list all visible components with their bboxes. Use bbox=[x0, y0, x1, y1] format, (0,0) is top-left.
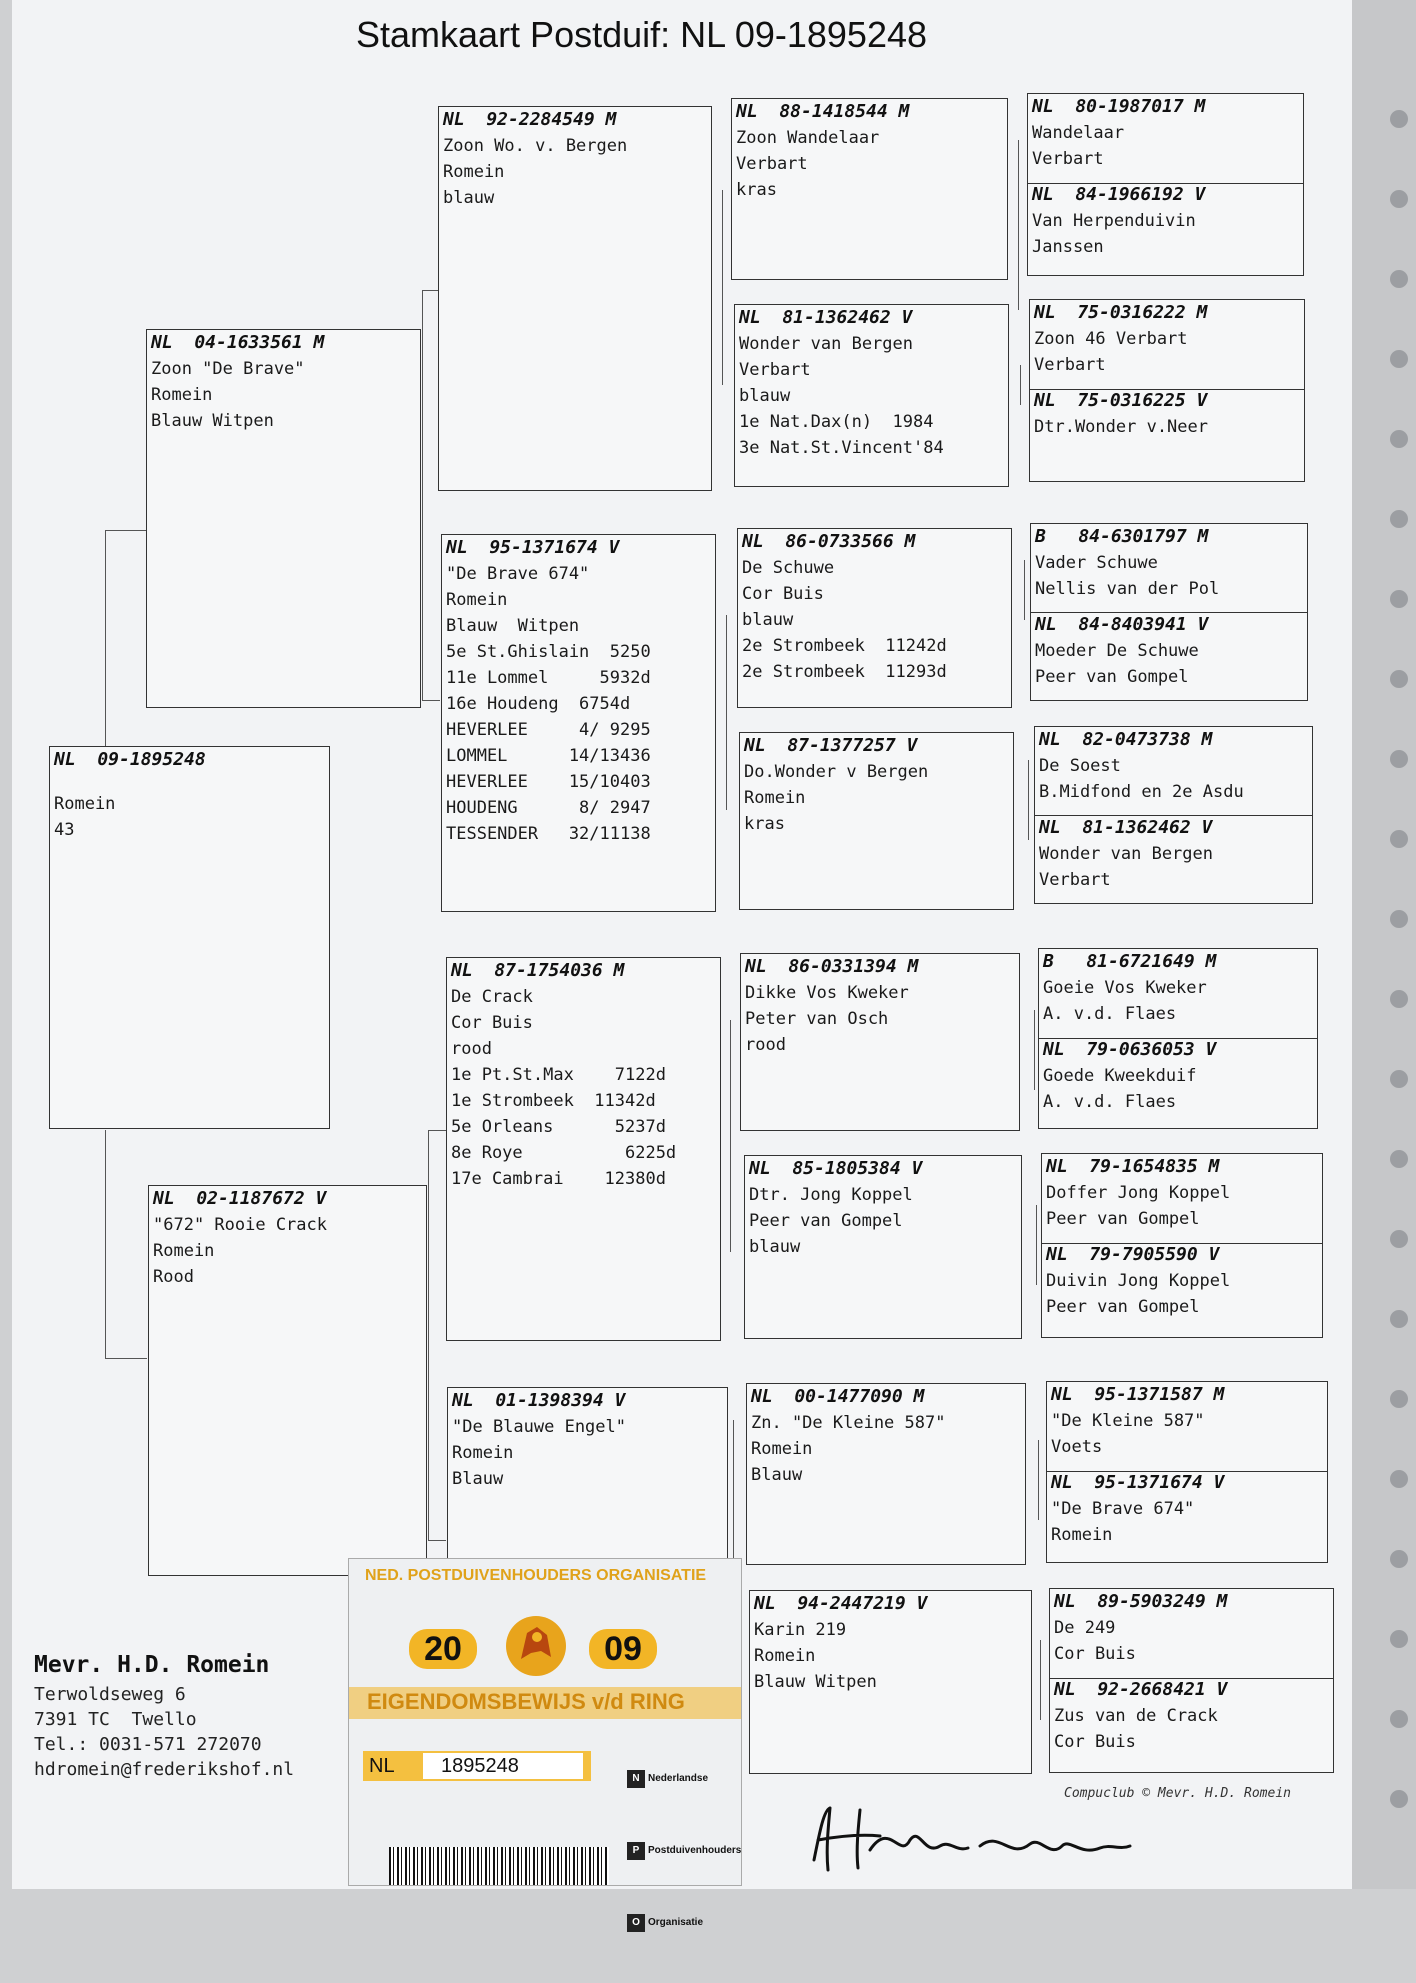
card-year-left: 20 bbox=[409, 1629, 477, 1669]
ring-number: NL 81-1362462 V bbox=[739, 307, 913, 328]
owner-phone: Tel.: 0031-571 272070 bbox=[34, 1734, 262, 1755]
card-title: EIGENDOMSBEWIJS v/d RING bbox=[367, 1689, 685, 1714]
pigeon-name: Wonder van Bergen bbox=[739, 334, 913, 354]
divider bbox=[1042, 1243, 1322, 1244]
owner-block bbox=[34, 1648, 294, 1782]
pigeon-card-gen4 bbox=[737, 528, 1012, 708]
binder-hole bbox=[1390, 350, 1408, 368]
binder-hole bbox=[1390, 910, 1408, 928]
ring-number: NL 79-1654835 M bbox=[1046, 1156, 1220, 1177]
pigeon-name: Zoon 46 Verbart bbox=[1034, 329, 1188, 349]
signature-icon bbox=[800, 1790, 1140, 1880]
pigeon-pair-card bbox=[1038, 948, 1318, 1129]
colour: blauw bbox=[742, 610, 794, 630]
copyright-note: Compuclub © Mevr. H.D. Romein bbox=[1064, 1786, 1291, 1801]
pigeon-name: "De Brave 674" bbox=[446, 564, 590, 584]
breeder: Voets bbox=[1051, 1437, 1103, 1457]
ring-country: NL bbox=[369, 1755, 395, 1777]
npo-line: Organisatie bbox=[648, 1917, 704, 1928]
breeder: Peer van Gompel bbox=[749, 1211, 903, 1231]
result-line: 5e St.Ghislain 5250 bbox=[446, 642, 651, 662]
barcode bbox=[389, 1847, 609, 1885]
binder-hole bbox=[1390, 1150, 1408, 1168]
binder-hole bbox=[1390, 590, 1408, 608]
connector bbox=[1040, 1640, 1041, 1720]
result-line: 8e Roye 6225d bbox=[451, 1143, 677, 1163]
breeder: Peer van Gompel bbox=[1046, 1209, 1200, 1229]
connector bbox=[422, 290, 423, 700]
divider bbox=[1047, 1471, 1327, 1472]
breeder: Peter van Osch bbox=[745, 1009, 889, 1029]
divider bbox=[1050, 1678, 1333, 1679]
owner-city: 7391 TC Twello bbox=[34, 1709, 197, 1730]
result-line: LOMMEL 14/13436 bbox=[446, 746, 651, 766]
binder-hole bbox=[1390, 1550, 1408, 1568]
result-line: 16e Houdeng 6754d bbox=[446, 694, 631, 714]
colour: Blauw Witpen bbox=[151, 411, 274, 431]
pigeon-card-gen4 bbox=[731, 98, 1008, 280]
npo-line: Nederlandse bbox=[648, 1773, 709, 1784]
colour: Blauw bbox=[751, 1465, 803, 1485]
pigeon-name: Goede Kweekduif bbox=[1043, 1066, 1197, 1086]
pigeon-card-gen3 bbox=[447, 1387, 728, 1562]
ring-number-value: 1895248 bbox=[423, 1753, 583, 1779]
ring-number-field bbox=[363, 1751, 591, 1781]
breeder: Verbart bbox=[739, 360, 811, 380]
ring-number: NL 02-1187672 V bbox=[153, 1188, 327, 1209]
connector bbox=[722, 190, 723, 385]
pigeon-name: Duivin Jong Koppel bbox=[1046, 1271, 1231, 1291]
pigeon-pair-card bbox=[1027, 93, 1304, 276]
pigeon-name: Zoon Wandelaar bbox=[736, 128, 880, 148]
breeder: Peer van Gompel bbox=[1035, 667, 1189, 687]
ring-number: NL 95-1371674 V bbox=[446, 537, 620, 558]
pigeon-name: Zoon "De Brave" bbox=[151, 359, 305, 379]
result-line: 2e Strombeek 11242d bbox=[742, 636, 947, 656]
ring-ownership-card bbox=[348, 1558, 742, 1928]
result-line: 5e Orleans 5237d bbox=[451, 1117, 666, 1137]
binder-hole bbox=[1390, 270, 1408, 288]
pigeon-name: Dikke Vos Kweker bbox=[745, 983, 909, 1003]
binder-hole bbox=[1390, 430, 1408, 448]
connector bbox=[428, 1540, 446, 1541]
binder-hole bbox=[1390, 110, 1408, 128]
ring-number: NL 87-1377257 V bbox=[744, 735, 918, 756]
ring-number: NL 75-0316225 V bbox=[1034, 390, 1208, 411]
pigeon-name: De 249 bbox=[1054, 1618, 1116, 1638]
pigeon-pair-card bbox=[1041, 1153, 1323, 1338]
ring-number: NL 80-1987017 M bbox=[1032, 96, 1206, 117]
breeder: Romein bbox=[446, 590, 508, 610]
breeder: Romein bbox=[744, 788, 806, 808]
connector bbox=[1036, 1205, 1037, 1285]
colour: kras bbox=[736, 180, 777, 200]
breeder: Romein bbox=[1051, 1525, 1113, 1545]
colour: Rood bbox=[153, 1267, 194, 1287]
ring-number: NL 79-7905590 V bbox=[1046, 1244, 1220, 1265]
pigeon-name: Karin 219 bbox=[754, 1620, 847, 1640]
ring-number: NL 01-1398394 V bbox=[452, 1390, 626, 1411]
ring-number: NL 88-1418544 M bbox=[736, 101, 910, 122]
result-line: 17e Cambrai 12380d bbox=[451, 1169, 666, 1189]
ring-number: NL 81-1362462 V bbox=[1039, 817, 1213, 838]
colour: blauw bbox=[739, 386, 791, 406]
pigeon-name: De Soest bbox=[1039, 756, 1121, 776]
ring-number: NL 87-1754036 M bbox=[451, 960, 625, 981]
breeder: Romein bbox=[452, 1443, 514, 1463]
connector bbox=[105, 1130, 106, 1358]
breeder: Romein bbox=[151, 385, 213, 405]
pigeon-name: Zn. "De Kleine 587" bbox=[751, 1413, 946, 1433]
binder-hole bbox=[1390, 830, 1408, 848]
npo-line: Postduivenhouders bbox=[648, 1845, 742, 1856]
connector bbox=[1034, 1010, 1035, 1090]
result-line: 11e Lommel 5932d bbox=[446, 668, 651, 688]
pigeon-name: Doffer Jong Koppel bbox=[1046, 1183, 1231, 1203]
binder-hole bbox=[1390, 1790, 1408, 1808]
npo-letter: P bbox=[627, 1842, 645, 1860]
pigeon-card-gen3 bbox=[441, 534, 716, 912]
result-line: 1e Pt.St.Max 7122d bbox=[451, 1065, 666, 1085]
breeder: Verbart bbox=[736, 154, 808, 174]
binder-hole bbox=[1390, 1070, 1408, 1088]
breeder: A. v.d. Flaes bbox=[1043, 1092, 1177, 1112]
pigeon-name: "De Blauwe Engel" bbox=[452, 1417, 626, 1437]
pigeon-name: Wonder van Bergen bbox=[1039, 844, 1213, 864]
result-line: HOUDENG 8/ 2947 bbox=[446, 798, 651, 818]
result-line: HEVERLEE 4/ 9295 bbox=[446, 720, 651, 740]
breeder: Cor Buis bbox=[1054, 1644, 1136, 1664]
pigeon-card-gen4 bbox=[746, 1383, 1026, 1565]
pigeon-name: Vader Schuwe bbox=[1035, 553, 1158, 573]
pigeon-name: Do.Wonder v Bergen bbox=[744, 762, 929, 782]
breeder: Cor Buis bbox=[1054, 1732, 1136, 1752]
breeder: Cor Buis bbox=[451, 1013, 533, 1033]
colour: rood bbox=[745, 1035, 786, 1055]
pigeon-card-gen4 bbox=[739, 732, 1014, 910]
ring-number: NL 84-8403941 V bbox=[1035, 614, 1209, 635]
connector bbox=[428, 1130, 429, 1540]
ring-number: NL 84-1966192 V bbox=[1032, 184, 1206, 205]
pigeon-name: Dtr. Jong Koppel bbox=[749, 1185, 913, 1205]
card-year-right: 09 bbox=[589, 1629, 657, 1669]
breeder: Verbart bbox=[1034, 355, 1106, 375]
owner-name: Mevr. H.D. Romein bbox=[34, 1652, 270, 1678]
binder-hole bbox=[1390, 1710, 1408, 1728]
pigeon-pair-card bbox=[1046, 1381, 1328, 1563]
colour: Blauw bbox=[452, 1469, 504, 1489]
colour: kras bbox=[744, 814, 785, 834]
colour: blauw bbox=[749, 1237, 801, 1257]
connector bbox=[105, 1358, 147, 1359]
binder-hole bbox=[1390, 750, 1408, 768]
pigeon-card-gen3 bbox=[438, 106, 712, 491]
pigeon-name: "De Kleine 587" bbox=[1051, 1411, 1205, 1431]
binder-hole bbox=[1390, 1470, 1408, 1488]
breeder: Peer van Gompel bbox=[1046, 1297, 1200, 1317]
npo-letter: N bbox=[627, 1770, 645, 1788]
pigeon-name: Van Herpenduivin bbox=[1032, 211, 1196, 231]
pigeon-name: "672" Rooie Crack bbox=[153, 1215, 327, 1235]
connector bbox=[105, 530, 147, 531]
page-title: Stamkaart Postduif: NL 09-1895248 bbox=[356, 14, 928, 55]
owner-email: hdromein@frederikshof.nl bbox=[34, 1759, 295, 1780]
connector bbox=[1038, 1440, 1039, 1520]
result-line: 1e Nat.Dax(n) 1984 bbox=[739, 412, 934, 432]
divider bbox=[1030, 389, 1304, 390]
divider bbox=[1028, 183, 1303, 184]
breeder: Janssen bbox=[1032, 237, 1104, 257]
breeder: Verbart bbox=[1039, 870, 1111, 890]
colour: rood bbox=[451, 1039, 492, 1059]
binder-hole bbox=[1390, 1310, 1408, 1328]
ring-number: NL 75-0316222 M bbox=[1034, 302, 1208, 323]
ring-number: NL 09-1895248 bbox=[54, 749, 206, 770]
pigeon-card-sire bbox=[146, 329, 421, 708]
pigeon-name: Moeder De Schuwe bbox=[1035, 641, 1199, 661]
pigeon-name: Zus van de Crack bbox=[1054, 1706, 1218, 1726]
ring-number: NL 00-1477090 M bbox=[751, 1386, 925, 1407]
breeder: Verbart bbox=[1032, 149, 1104, 169]
pigeon-pair-card bbox=[1049, 1588, 1334, 1773]
connector bbox=[726, 615, 727, 810]
breeder: Romein bbox=[751, 1439, 813, 1459]
pigeon-card-gen4 bbox=[734, 304, 1009, 487]
pigeon-name: Zoon Wo. v. Bergen bbox=[443, 136, 628, 156]
connector bbox=[105, 530, 106, 748]
colour: Blauw Witpen bbox=[754, 1672, 877, 1692]
connector bbox=[730, 1020, 731, 1252]
ring-number: NL 04-1633561 M bbox=[151, 332, 325, 353]
npo-logo bbox=[627, 1719, 741, 1983]
pigeon-pair-card bbox=[1030, 523, 1308, 701]
breeder: Romein bbox=[443, 162, 505, 182]
breeder: B.Midfond en 2e Asdu bbox=[1039, 782, 1244, 802]
connector bbox=[428, 1130, 446, 1131]
breeder: Romein bbox=[153, 1241, 215, 1261]
pigeon-card-gen3 bbox=[446, 957, 721, 1341]
ring-number: NL 92-2668421 V bbox=[1054, 1679, 1228, 1700]
ring-number: NL 95-1371674 V bbox=[1051, 1472, 1225, 1493]
ring-number: NL 86-0331394 M bbox=[745, 956, 919, 977]
ring-number: NL 82-0473738 M bbox=[1039, 729, 1213, 750]
divider bbox=[1035, 815, 1312, 816]
ring-number: B 81-6721649 M bbox=[1043, 951, 1217, 972]
ring-number: NL 92-2284549 M bbox=[443, 109, 617, 130]
pigeon-name: Wandelaar bbox=[1032, 123, 1125, 143]
connector bbox=[422, 290, 438, 291]
connector bbox=[422, 700, 440, 701]
breeder: Romein bbox=[54, 794, 116, 814]
binder-hole bbox=[1390, 670, 1408, 688]
pigeon-name: De Schuwe bbox=[742, 558, 835, 578]
pigeon-card-gen4 bbox=[749, 1590, 1032, 1774]
binder-hole bbox=[1390, 1230, 1408, 1248]
connector bbox=[1018, 140, 1019, 310]
breeder: Nellis van der Pol bbox=[1035, 579, 1220, 599]
ring-number: NL 94-2447219 V bbox=[754, 1593, 928, 1614]
pigeon-card-gen4 bbox=[744, 1155, 1022, 1339]
note: 43 bbox=[54, 820, 75, 840]
result-line: TESSENDER 32/11138 bbox=[446, 824, 651, 844]
result-line: 3e Nat.St.Vincent'84 bbox=[739, 438, 944, 458]
pigeon-name: De Crack bbox=[451, 987, 533, 1007]
result-line: 1e Strombeek 11342d bbox=[451, 1091, 656, 1111]
binder-hole bbox=[1390, 510, 1408, 528]
ring-number: NL 95-1371587 M bbox=[1051, 1384, 1225, 1405]
pigeon-pair-card bbox=[1029, 299, 1305, 482]
colour: blauw bbox=[443, 188, 495, 208]
divider bbox=[1039, 1038, 1317, 1039]
card-organisation: NED. POSTDUIVENHOUDERS ORGANISATIE bbox=[365, 1567, 707, 1584]
breeder: Romein bbox=[754, 1646, 816, 1666]
binder-hole bbox=[1390, 1390, 1408, 1408]
lion-emblem-icon bbox=[501, 1611, 571, 1681]
connector bbox=[1028, 760, 1029, 840]
pigeon-pair-card bbox=[1034, 726, 1313, 904]
connector bbox=[1024, 560, 1025, 620]
breeder: A. v.d. Flaes bbox=[1043, 1004, 1177, 1024]
binder-hole bbox=[1390, 990, 1408, 1008]
pigeon-card-gen4 bbox=[740, 953, 1020, 1131]
divider bbox=[1031, 612, 1307, 613]
ring-number: NL 79-0636053 V bbox=[1043, 1039, 1217, 1060]
npo-letter: O bbox=[627, 1914, 645, 1932]
result-line: HEVERLEE 15/10403 bbox=[446, 772, 651, 792]
pigeon-name: Goeie Vos Kweker bbox=[1043, 978, 1207, 998]
pigeon-name: Dtr.Wonder v.Neer bbox=[1034, 417, 1208, 437]
owner-street: Terwoldseweg 6 bbox=[34, 1684, 186, 1705]
pigeon-name: "De Brave 674" bbox=[1051, 1499, 1195, 1519]
ring-number: B 84-6301797 M bbox=[1035, 526, 1209, 547]
ring-number: NL 89-5903249 M bbox=[1054, 1591, 1228, 1612]
pigeon-card-dam bbox=[148, 1185, 427, 1576]
ring-number: NL 86-0733566 M bbox=[742, 531, 916, 552]
binder-hole bbox=[1390, 1630, 1408, 1648]
connector bbox=[1020, 365, 1021, 405]
ring-number: NL 85-1805384 V bbox=[749, 1158, 923, 1179]
binder-hole bbox=[1390, 190, 1408, 208]
result-line: 2e Strombeek 11293d bbox=[742, 662, 947, 682]
colour: Blauw Witpen bbox=[446, 616, 580, 636]
breeder: Cor Buis bbox=[742, 584, 824, 604]
pigeon-card-subject bbox=[49, 746, 330, 1129]
